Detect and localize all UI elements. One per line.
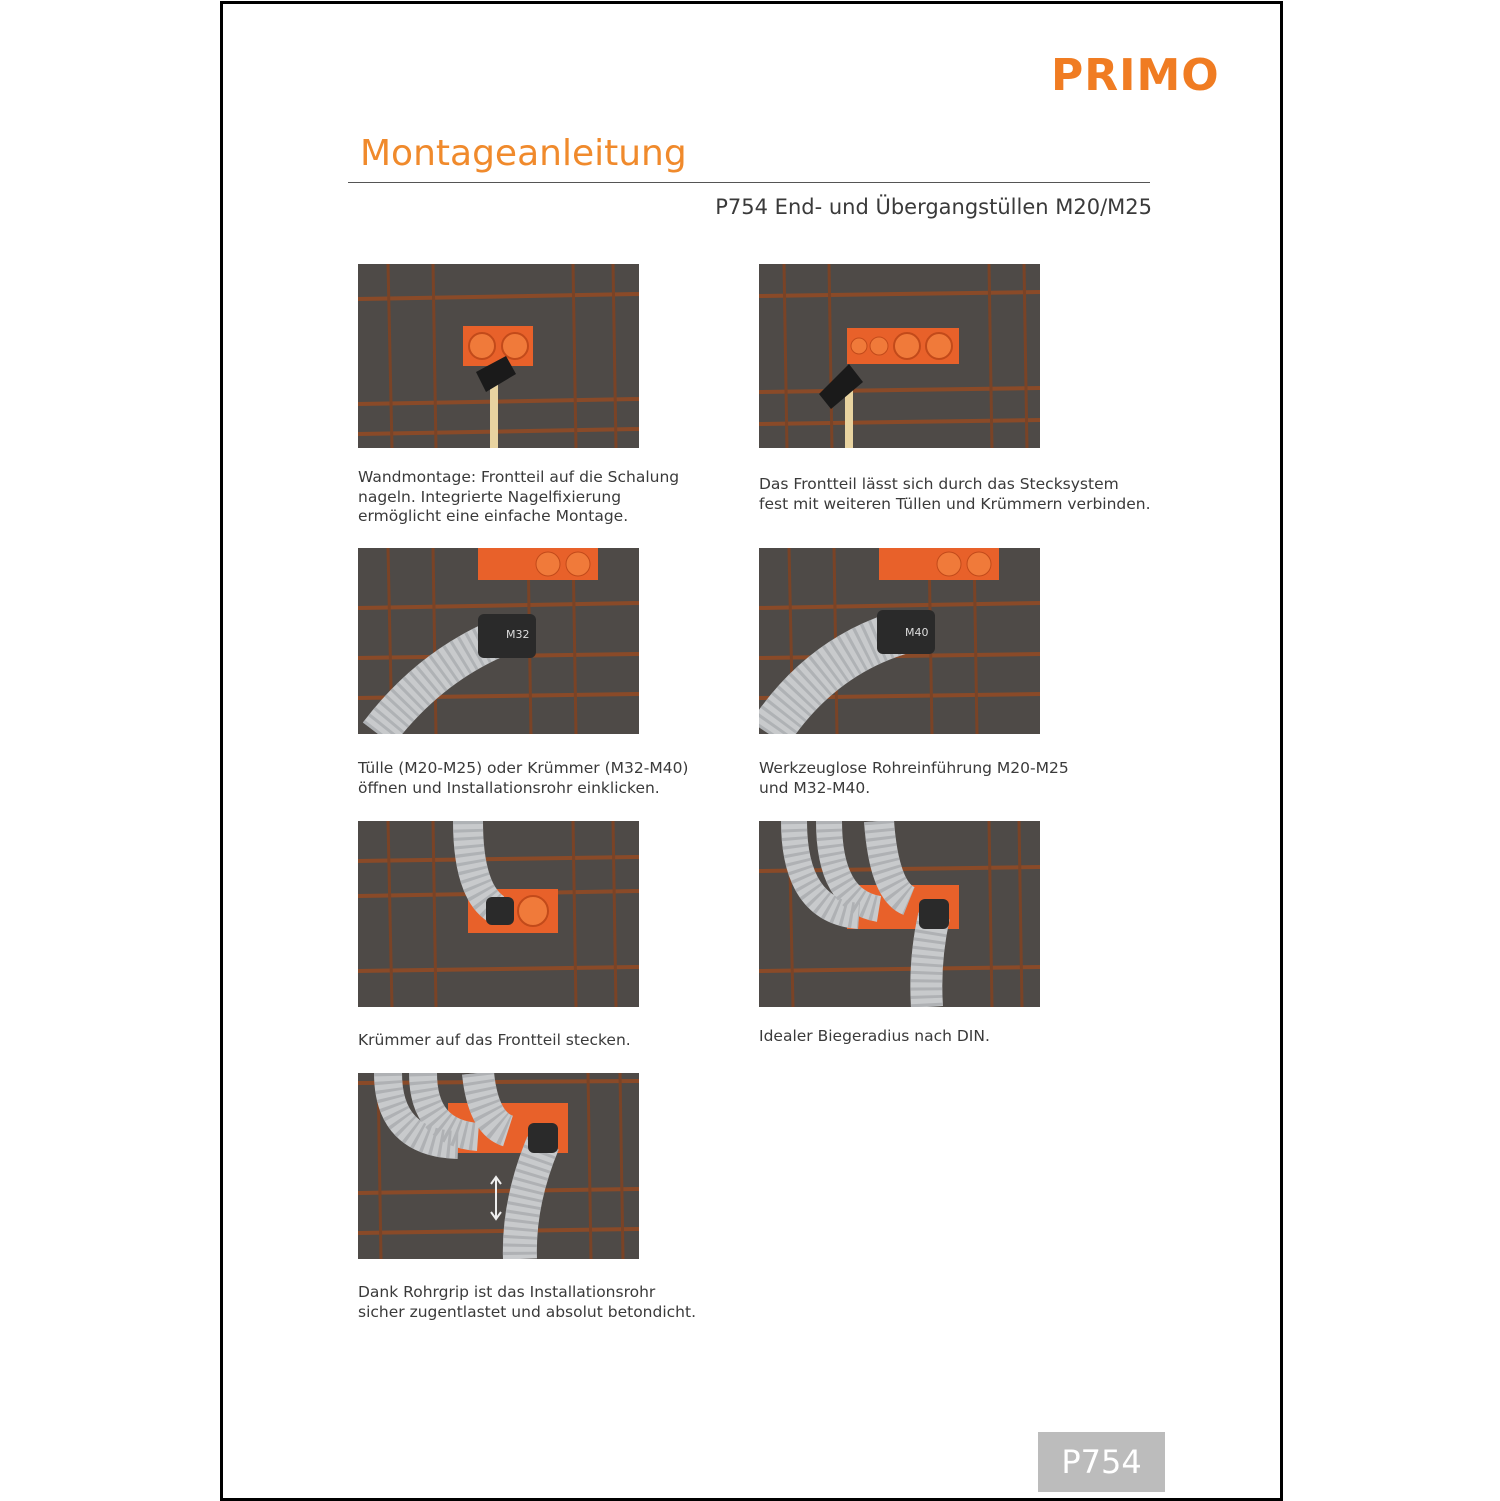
product-code-badge: P754 [1038,1432,1165,1492]
step-4-caption: Werkzeuglose Rohreinführung M20-M25 und M32-M40. [759,759,1069,797]
step-1-image [358,264,639,448]
step-6-image [759,821,1040,1007]
step-3-caption: Tülle (M20-M25) oder Krümmer (M32-M40) öffnen und Installationsrohr einklicken. [358,759,689,797]
document-page [220,1,1283,1501]
step-7-image [358,1073,639,1259]
step-5-caption: Krümmer auf das Frontteil stecken. [358,1031,631,1049]
m40-label: M40 [905,626,929,639]
step-4-image [759,548,1040,734]
primo-logo: PRIMO [1051,50,1220,101]
step-6-caption: Idealer Biegeradius nach DIN. [759,1027,990,1045]
page-title: Montageanleitung [360,133,687,174]
m32-label: M32 [506,628,530,641]
step-1-caption: Wandmontage: Frontteil auf die Schalung nageln. Integrierte Nagelfixierung ermöglicht eine einfache Montage. [358,468,680,525]
page-subtitle: P754 End- und Übergangstüllen M20/M25 [715,195,1152,219]
step-2-image [759,264,1040,448]
step-3-image [358,548,639,734]
step-2-caption: Das Frontteil lässt sich durch das Stecksystem fest mit weiteren Tüllen und Krümmern verbinden. [759,475,1151,513]
step-5-image [358,821,639,1007]
title-divider [348,182,1150,183]
step-7-caption: Dank Rohrgrip ist das Installationsrohr sicher zugentlastet und absolut betondicht. [358,1283,696,1321]
